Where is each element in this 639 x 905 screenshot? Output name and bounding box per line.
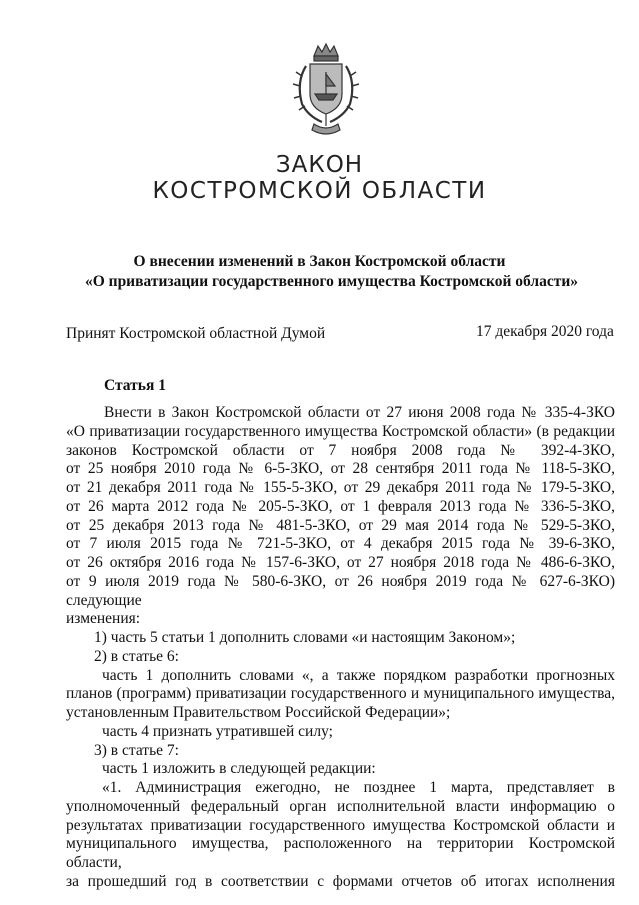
- article-title: Статья 1: [104, 377, 166, 394]
- body-line: планов (программ) приватизации государственного и муниципального имущества,: [66, 685, 615, 703]
- body-line: установленным Правительством Российской Федерации»;: [66, 704, 451, 721]
- adopted-by: Принят Костромской областной Думой: [66, 325, 326, 342]
- list-item-1: 1) часть 5 статьи 1 дополнить словами «и настоящим Законом»;: [94, 629, 516, 646]
- body-line: от 21 декабря 2011 года № 155-5-ЗКО, от 29 декабря 2011 года № 179-5-ЗКО,: [66, 479, 615, 496]
- coat-of-arms-icon: [288, 42, 364, 142]
- quote-line: муниципального имущества, расположенного на территории Костромской области,: [66, 835, 615, 871]
- body-line: от 25 ноября 2010 года № 6-5-ЗКО, от 28 сентября 2011 года № 118-5-ЗКО,: [66, 460, 615, 478]
- quote-line: «1. Администрация ежегодно, не позднее 1 марта, представляет в: [102, 779, 615, 796]
- body-line: часть 4 признать утратившей силу;: [102, 722, 333, 740]
- list-item-3: 3) в статье 7:: [94, 741, 179, 759]
- article-body: [66, 404, 615, 892]
- adoption-date: 17 декабря 2020 года: [476, 323, 614, 340]
- subject-line-1: О внесении изменений в Закон Костромской области: [133, 253, 506, 270]
- body-line: от 7 июля 2015 года № 721-5-ЗКО, от 4 декабря 2015 года № 39-6-ЗКО,: [66, 535, 615, 553]
- quote-line: результатах приватизации государственного имущества Костромской области и: [66, 816, 615, 834]
- body-line: Внести в Закон Костромской области от 27 июня 2008 года № 335-4-ЗКО: [104, 404, 615, 421]
- subject-line-2: «О приватизации государственного имущества Костромской области»: [84, 273, 579, 290]
- region-title: КОСТРОМСКОЙ ОБЛАСТИ: [152, 178, 487, 204]
- body-line: от 26 октября 2016 года № 157-6-ЗКО, от 27 ноября 2018 года № 486-6-ЗКО,: [66, 554, 615, 571]
- body-line: часть 1 изложить в следующей редакции:: [102, 760, 376, 778]
- list-item-2: 2) в статье 6:: [94, 647, 179, 665]
- body-line: от 26 марта 2012 года № 205-5-ЗКО, от 1 февраля 2013 года № 336-5-ЗКО,: [66, 497, 615, 515]
- quote-line: уполномоченный федеральный орган исполнительной власти информацию о: [66, 797, 615, 815]
- body-line: законов Костромской области от 7 ноября 2008 года № 392-4-ЗКО,: [66, 441, 615, 459]
- body-line: изменения:: [66, 610, 141, 628]
- body-line: от 9 июля 2019 года № 580-6-ЗКО, от 26 ноября 2019 года № 627-6-ЗКО) следующие: [66, 572, 615, 609]
- body-line: от 25 декабря 2013 года № 481-5-ЗКО, от 29 мая 2014 года № 529-5-ЗКО,: [66, 516, 615, 534]
- body-line: часть 1 дополнить словами «, а также порядком разработки прогнозных: [102, 666, 615, 684]
- quote-line: за прошедший год в соответствии с формами отчетов об итогах исполнения: [66, 872, 615, 890]
- body-line: «О приватизации государственного имущества Костромской области» (в редакции: [66, 422, 615, 440]
- law-title: ЗАКОН: [275, 152, 364, 178]
